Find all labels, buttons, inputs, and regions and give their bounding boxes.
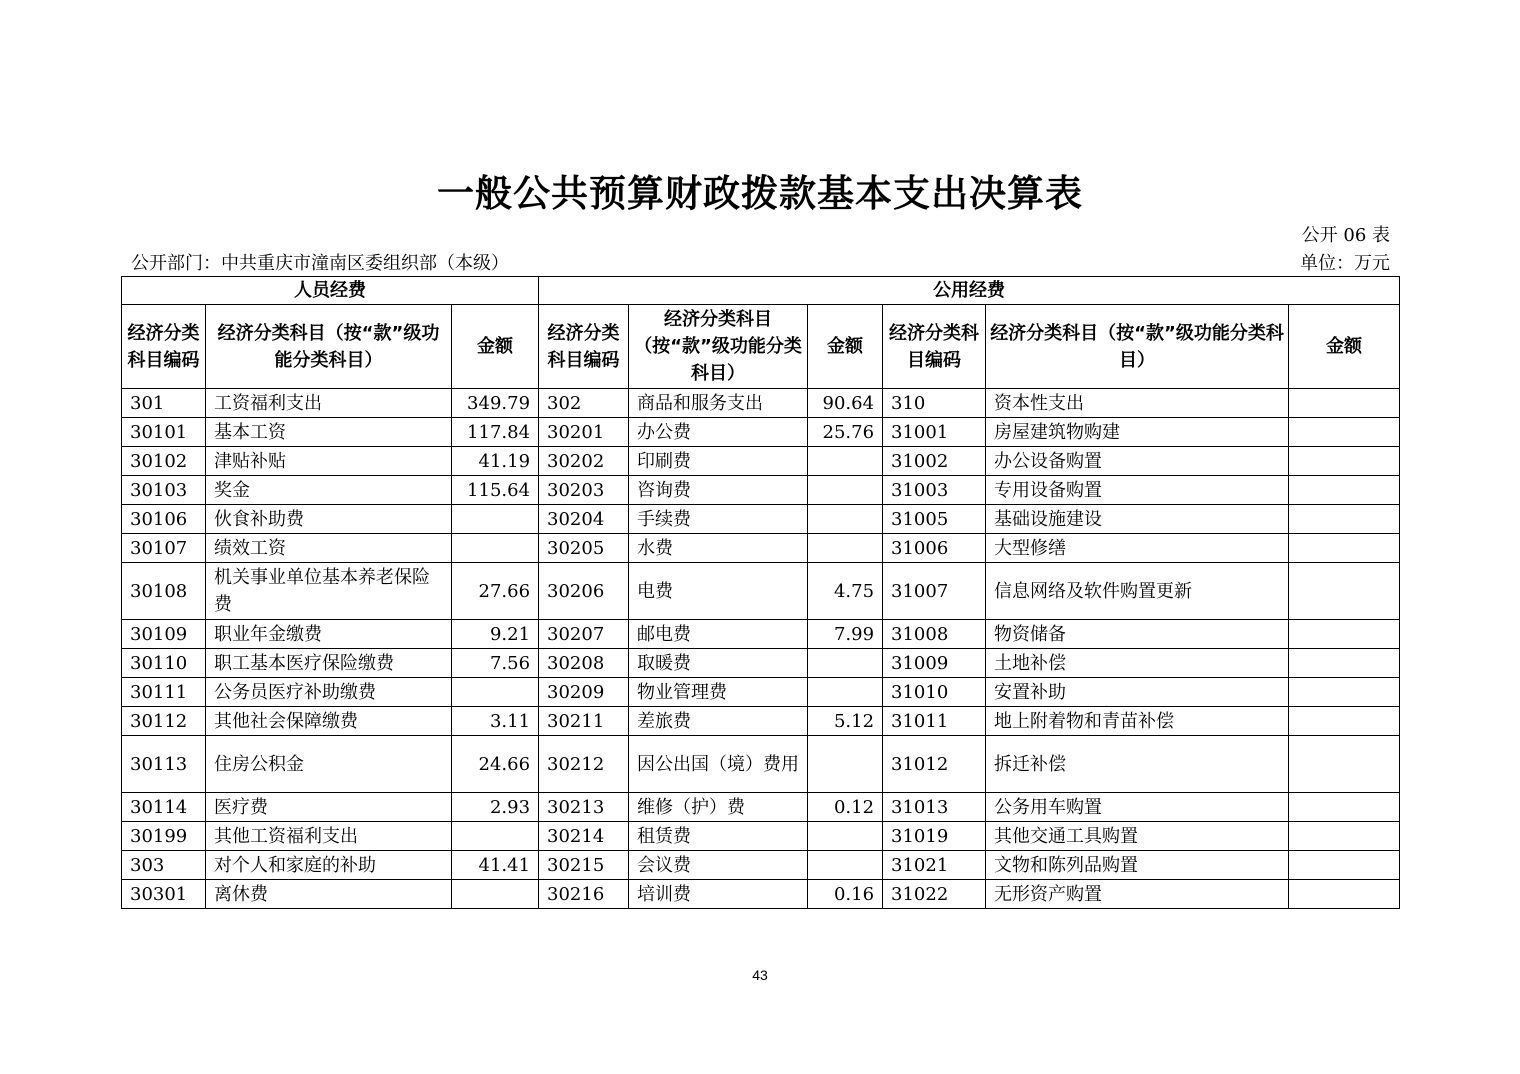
cell-item-name: 基本工资	[206, 418, 452, 447]
cell-amount	[1289, 736, 1400, 793]
cell-code: 30113	[122, 736, 206, 793]
cell-code: 31003	[883, 476, 986, 505]
cell-code: 30301	[122, 880, 206, 909]
cell-code: 30101	[122, 418, 206, 447]
cell-item-name: 房屋建筑物购建	[986, 418, 1289, 447]
column-header-code: 经济分类科目编码	[539, 305, 629, 389]
cell-amount	[1289, 707, 1400, 736]
cell-code: 30203	[539, 476, 629, 505]
cell-amount: 41.41	[452, 851, 539, 880]
cell-code: 303	[122, 851, 206, 880]
cell-item-name: 其他工资福利支出	[206, 822, 452, 851]
cell-item-name: 商品和服务支出	[629, 389, 808, 418]
cell-code: 301	[122, 389, 206, 418]
cell-amount	[452, 880, 539, 909]
table-row	[122, 389, 1400, 418]
column-header-amount: 金额	[1289, 305, 1400, 389]
cell-item-name: 医疗费	[206, 793, 452, 822]
cell-item-name: 电费	[629, 563, 808, 620]
cell-code: 30205	[539, 534, 629, 563]
cell-amount	[808, 649, 883, 678]
cell-item-name: 工资福利支出	[206, 389, 452, 418]
cell-amount	[1289, 880, 1400, 909]
cell-code: 31022	[883, 880, 986, 909]
cell-code: 31002	[883, 447, 986, 476]
cell-item-name: 物业管理费	[629, 678, 808, 707]
cell-item-name: 维修（护）费	[629, 793, 808, 822]
cell-amount: 7.99	[808, 620, 883, 649]
cell-code: 30103	[122, 476, 206, 505]
cell-code: 30114	[122, 793, 206, 822]
table-row	[122, 880, 1400, 909]
cell-code: 302	[539, 389, 629, 418]
budget-table	[121, 276, 1400, 909]
cell-code: 30211	[539, 707, 629, 736]
cell-code: 31021	[883, 851, 986, 880]
table-row	[122, 822, 1400, 851]
cell-amount: 3.11	[452, 707, 539, 736]
cell-code: 30199	[122, 822, 206, 851]
table-row	[122, 620, 1400, 649]
cell-code: 310	[883, 389, 986, 418]
cell-amount: 0.16	[808, 880, 883, 909]
column-header-code: 经济分类科目编码	[883, 305, 986, 389]
cell-item-name: 信息网络及软件购置更新	[986, 563, 1289, 620]
cell-amount: 9.21	[452, 620, 539, 649]
cell-item-name: 专用设备购置	[986, 476, 1289, 505]
cell-amount	[808, 851, 883, 880]
cell-code: 30216	[539, 880, 629, 909]
cell-amount	[1289, 649, 1400, 678]
cell-code: 31001	[883, 418, 986, 447]
cell-code: 30213	[539, 793, 629, 822]
cell-code: 31012	[883, 736, 986, 793]
cell-item-name: 其他交通工具购置	[986, 822, 1289, 851]
table-row	[122, 563, 1400, 620]
cell-item-name: 拆迁补偿	[986, 736, 1289, 793]
cell-item-name: 办公设备购置	[986, 447, 1289, 476]
table-row	[122, 851, 1400, 880]
cell-code: 30109	[122, 620, 206, 649]
table-row	[122, 534, 1400, 563]
cell-item-name: 职业年金缴费	[206, 620, 452, 649]
cell-code: 30102	[122, 447, 206, 476]
cell-amount: 90.64	[808, 389, 883, 418]
cell-amount	[1289, 563, 1400, 620]
group-header-public: 公用经费	[539, 277, 1400, 305]
cell-code: 31011	[883, 707, 986, 736]
table-row	[122, 707, 1400, 736]
cell-amount	[1289, 476, 1400, 505]
table-row	[122, 793, 1400, 822]
cell-item-name: 职工基本医疗保险缴费	[206, 649, 452, 678]
cell-item-name: 津贴补贴	[206, 447, 452, 476]
cell-code: 30215	[539, 851, 629, 880]
cell-amount	[1289, 620, 1400, 649]
cell-item-name: 差旅费	[629, 707, 808, 736]
cell-amount	[808, 822, 883, 851]
column-header-amount: 金额	[808, 305, 883, 389]
cell-amount	[1289, 447, 1400, 476]
cell-amount	[808, 447, 883, 476]
table-row	[122, 736, 1400, 793]
cell-item-name: 机关事业单位基本养老保险费	[206, 563, 452, 620]
cell-amount	[1289, 678, 1400, 707]
cell-amount	[1289, 389, 1400, 418]
cell-item-name: 邮电费	[629, 620, 808, 649]
cell-amount	[452, 505, 539, 534]
cell-item-name: 水费	[629, 534, 808, 563]
cell-item-name: 租赁费	[629, 822, 808, 851]
cell-item-name: 印刷费	[629, 447, 808, 476]
cell-amount: 7.56	[452, 649, 539, 678]
table-row	[122, 649, 1400, 678]
cell-item-name: 办公费	[629, 418, 808, 447]
table-row	[122, 418, 1400, 447]
cell-item-name: 公务员医疗补助缴费	[206, 678, 452, 707]
cell-code: 30106	[122, 505, 206, 534]
cell-code: 30202	[539, 447, 629, 476]
cell-amount	[452, 678, 539, 707]
cell-code: 31019	[883, 822, 986, 851]
department-label: 公开部门：中共重庆市潼南区委组织部（本级）	[131, 253, 509, 274]
cell-amount: 0.12	[808, 793, 883, 822]
cell-code: 30112	[122, 707, 206, 736]
table-row	[122, 678, 1400, 707]
cell-amount: 2.93	[452, 793, 539, 822]
cell-item-name: 公务用车购置	[986, 793, 1289, 822]
cell-item-name: 基础设施建设	[986, 505, 1289, 534]
cell-item-name: 安置补助	[986, 678, 1289, 707]
cell-amount	[1289, 851, 1400, 880]
cell-item-name: 取暖费	[629, 649, 808, 678]
table-number: 公开 06 表	[1301, 225, 1390, 246]
cell-code: 30206	[539, 563, 629, 620]
cell-amount	[452, 822, 539, 851]
cell-code: 31008	[883, 620, 986, 649]
cell-code: 30204	[539, 505, 629, 534]
cell-code: 30201	[539, 418, 629, 447]
cell-amount: 27.66	[452, 563, 539, 620]
cell-item-name: 因公出国（境）费用	[629, 736, 808, 793]
cell-amount	[808, 505, 883, 534]
cell-item-name: 会议费	[629, 851, 808, 880]
cell-amount: 349.79	[452, 389, 539, 418]
cell-code: 30212	[539, 736, 629, 793]
cell-code: 30107	[122, 534, 206, 563]
cell-item-name: 地上附着物和青苗补偿	[986, 707, 1289, 736]
cell-item-name: 手续费	[629, 505, 808, 534]
table-row	[122, 447, 1400, 476]
column-header-name: 经济分类科目（按“款”级功能分类科目）	[206, 305, 452, 389]
cell-amount: 117.84	[452, 418, 539, 447]
table-row	[122, 476, 1400, 505]
column-header-amount: 金额	[452, 305, 539, 389]
page-title: 一般公共预算财政拨款基本支出决算表	[437, 172, 1083, 215]
cell-amount: 5.12	[808, 707, 883, 736]
cell-code: 30110	[122, 649, 206, 678]
cell-item-name: 对个人和家庭的补助	[206, 851, 452, 880]
cell-code: 31006	[883, 534, 986, 563]
cell-amount	[808, 534, 883, 563]
column-header-code: 经济分类科目编码	[122, 305, 206, 389]
cell-item-name: 离休费	[206, 880, 452, 909]
cell-item-name: 无形资产购置	[986, 880, 1289, 909]
column-header-name: 经济分类科目（按“款”级功能分类科目）	[629, 305, 808, 389]
cell-item-name: 培训费	[629, 880, 808, 909]
cell-amount: 41.19	[452, 447, 539, 476]
cell-code: 31009	[883, 649, 986, 678]
group-header-personnel: 人员经费	[122, 277, 539, 305]
cell-amount	[1289, 793, 1400, 822]
cell-item-name: 其他社会保障缴费	[206, 707, 452, 736]
cell-amount: 25.76	[808, 418, 883, 447]
cell-amount	[1289, 534, 1400, 563]
cell-code: 30208	[539, 649, 629, 678]
table-row	[122, 505, 1400, 534]
cell-item-name: 绩效工资	[206, 534, 452, 563]
cell-code: 30108	[122, 563, 206, 620]
cell-amount	[808, 678, 883, 707]
unit-label: 单位：万元	[1300, 253, 1390, 274]
cell-item-name: 大型修缮	[986, 534, 1289, 563]
cell-amount	[808, 736, 883, 793]
cell-item-name: 奖金	[206, 476, 452, 505]
cell-amount	[1289, 505, 1400, 534]
cell-amount: 4.75	[808, 563, 883, 620]
column-header-name: 经济分类科目（按“款”级功能分类科目）	[986, 305, 1289, 389]
cell-item-name: 物资储备	[986, 620, 1289, 649]
cell-code: 30214	[539, 822, 629, 851]
cell-code: 31010	[883, 678, 986, 707]
cell-amount	[1289, 418, 1400, 447]
cell-code: 30209	[539, 678, 629, 707]
cell-item-name: 咨询费	[629, 476, 808, 505]
cell-item-name: 伙食补助费	[206, 505, 452, 534]
cell-code: 31007	[883, 563, 986, 620]
cell-code: 30111	[122, 678, 206, 707]
cell-amount: 115.64	[452, 476, 539, 505]
cell-code: 31013	[883, 793, 986, 822]
cell-code: 30207	[539, 620, 629, 649]
cell-amount	[452, 534, 539, 563]
cell-item-name: 资本性支出	[986, 389, 1289, 418]
cell-item-name: 住房公积金	[206, 736, 452, 793]
cell-amount	[808, 476, 883, 505]
page-number: 43	[752, 967, 768, 983]
cell-item-name: 土地补偿	[986, 649, 1289, 678]
cell-amount: 24.66	[452, 736, 539, 793]
cell-code: 31005	[883, 505, 986, 534]
cell-item-name: 文物和陈列品购置	[986, 851, 1289, 880]
cell-amount	[1289, 822, 1400, 851]
